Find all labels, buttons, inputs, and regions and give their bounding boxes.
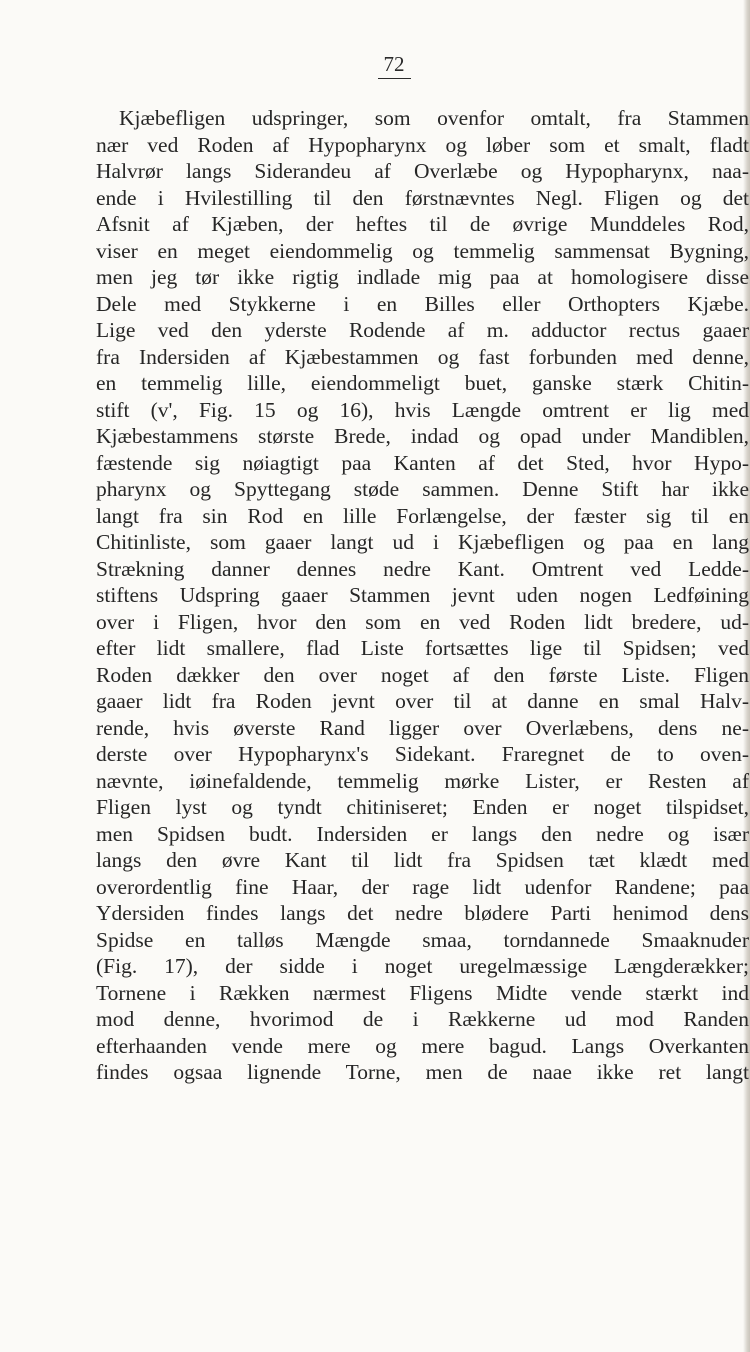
text-line: Tornene i Rækken nærmest Fligens Midte vende stærkt ind [96,980,749,1005]
text-line: Lige ved den yderste Rodende af m. adductor rectus gaaer [96,318,749,342]
text-line: Chitinliste, som gaaer langt ud i Kjæbefligen og paa en lang [96,530,749,554]
text-line: Kjæbefligen udspringer, som ovenfor omtalt, fra Stammen [119,106,749,130]
text-line: overordentlig fine Haar, der rage lidt udenfor Randene; paa [96,874,749,899]
text-line: over i Fligen, hvor den som en ved Roden lidt bredere, ud- [96,609,749,634]
text-line: viser en meget eiendommelig og temmelig sammensat Bygning, [96,238,749,263]
body-text [96,105,749,1086]
text-line: Afsnit af Kjæben, der heftes til de øvrige Munddeles Rod, [96,212,749,236]
text-line: ende i Hvilestilling til den førstnævntes Negl. Fligen og det [96,185,749,210]
text-line: Spidse en talløs Mængde smaa, torndannede Smaaknuder [96,927,749,952]
text-line: derste over Hypopharynx's Sidekant. Fraregnet de to oven- [96,742,749,766]
text-line: fæstende sig nøiagtigt paa Kanten af det Sted, hvor Hypo- [96,450,749,475]
text-line: gaaer lidt fra Roden jevnt over til at danne en smal Halv- [96,689,749,713]
text-line: Ydersiden findes langs det nedre blødere Parti henimod dens [96,901,749,925]
text-line: efterhaanden vende mere og mere bagud. Langs Overkanten [96,1033,749,1058]
text-line: rende, hvis øverste Rand ligger over Overlæbens, dens ne- [96,715,749,740]
text-line: Halvrør langs Siderandeu af Overlæbe og Hypopharynx, naa- [96,159,749,183]
text-line: Kjæbestammens største Brede, indad og opad under Mandiblen, [96,424,749,448]
text-line: Fligen lyst og tyndt chitiniseret; Enden er noget tilspidset, [96,795,749,819]
text-line: langt fra sin Rod en lille Forlængelse, der fæster sig til en [96,503,749,528]
text-line: stift (v', Fig. 15 og 16), hvis Længde omtrent er lig med [96,397,749,422]
text-line: men Spidsen budt. Indersiden er langs den nedre og især [96,821,749,846]
text-line: nær ved Roden af Hypopharynx og løber som et smalt, fladt [96,132,749,157]
text-line: Roden dækker den over noget af den første Liste. Fligen [96,662,749,687]
text-line: Dele med Stykkerne i en Billes eller Orthopters Kjæbe. [96,291,749,316]
text-line: stiftens Udspring gaaer Stammen jevnt uden nogen Ledføining [96,583,749,607]
text-line: pharynx og Spyttegang støde sammen. Denne Stift har ikke [96,477,749,501]
text-line: (Fig. 17), der sidde i noget uregelmæssige Længderækker; [96,954,749,978]
text-line: en temmelig lille, eiendommeligt buet, ganske stærk Chitin- [96,371,749,395]
text-line: men jeg tør ikke rigtig indlade mig paa at homologisere disse [96,265,749,289]
page-number [0,52,750,79]
text-line: efter lidt smallere, flad Liste fortsættes lige til Spidsen; ved [96,636,749,660]
text-line: nævnte, iøinefaldende, temmelig mørke Lister, er Resten af [96,768,749,793]
text-line: findes ogsaa lignende Torne, men de naae ikke ret langt [96,1060,749,1084]
page-number-text: 72 [378,52,411,79]
text-line: mod denne, hvorimod de i Rækkerne ud mod Randen [96,1007,749,1031]
text-line: fra Indersiden af Kjæbestammen og fast forbunden med denne, [96,344,749,369]
text-line: langs den øvre Kant til lidt fra Spidsen tæt klædt med [96,848,749,872]
text-line: Strækning danner dennes nedre Kant. Omtrent ved Ledde- [96,556,749,581]
